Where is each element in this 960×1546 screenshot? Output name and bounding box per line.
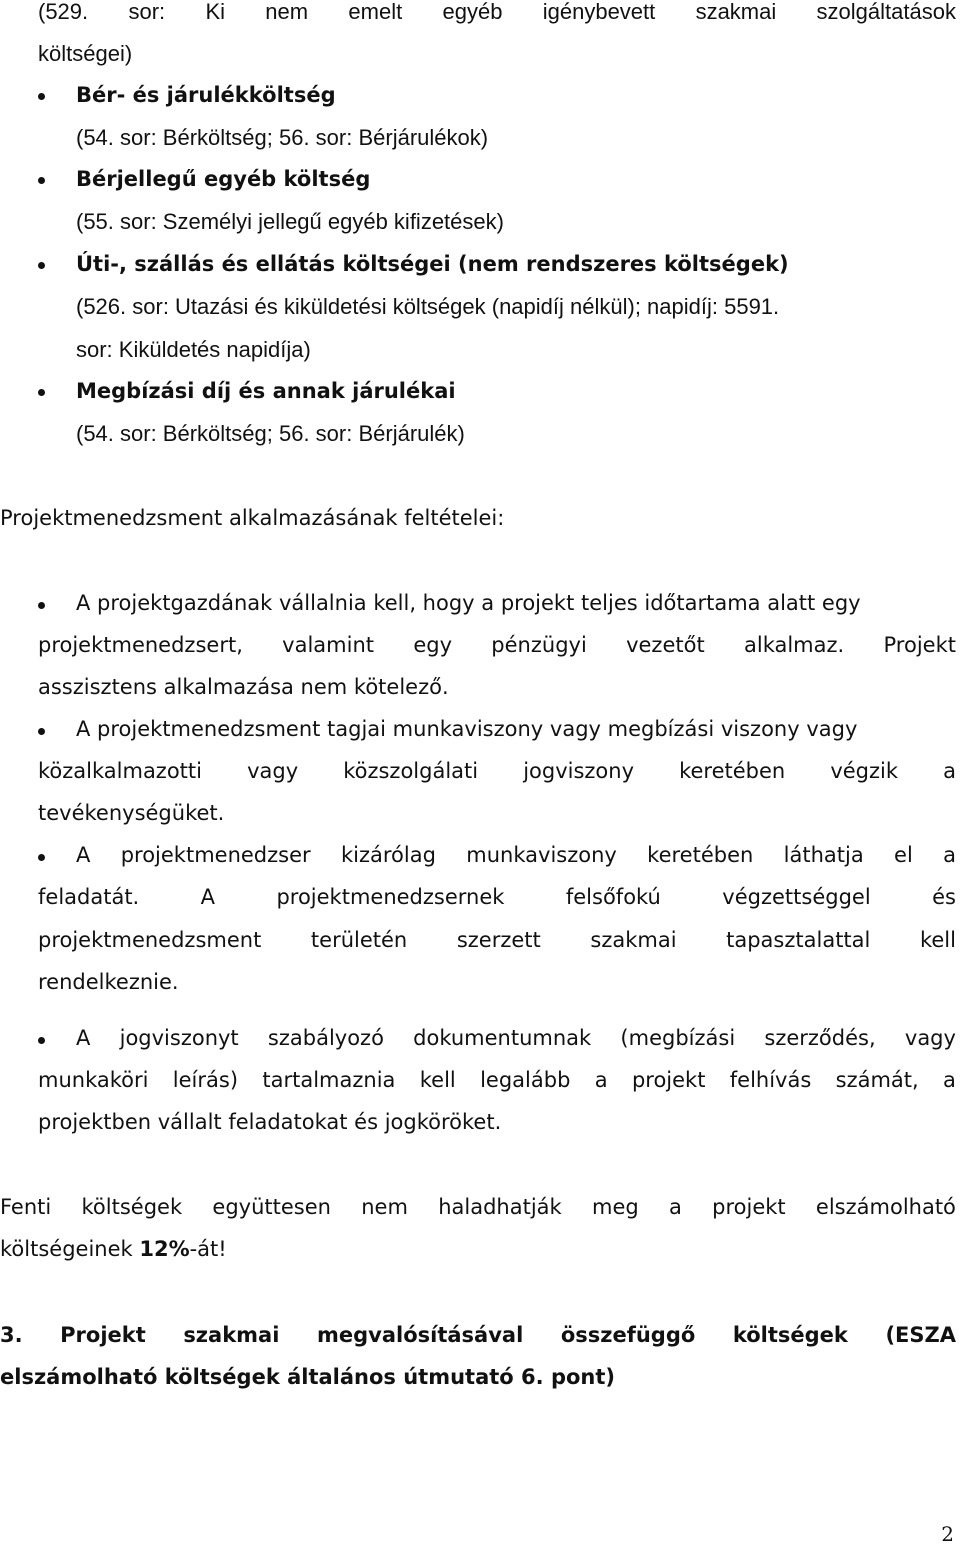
cost-item-ref: (54. sor: Bérköltség; 56. sor: Bérjárulék) (76, 421, 465, 446)
limit-percent: 12% (139, 1237, 190, 1261)
condition-4-line-2: munkaköri leírás) tartalmaznia kell legalább a projekt felhívás számát, a (38, 1068, 956, 1092)
cost-item-title: Megbízási díj és annak járulékai (76, 379, 456, 403)
condition-1-line-1: A projektgazdának vállalnia kell, hogy a projekt teljes időtartama alatt egy (76, 591, 861, 615)
limit-line-2: költségeinek 12%-át! (0, 1237, 227, 1261)
cost-item-title: Bér- és járulékköltség (76, 83, 336, 107)
condition-1-line-2: projektmenedzsert, valamint egy pénzügyi vezetőt alkalmaz. Projekt (38, 633, 956, 657)
bullet-icon (38, 1037, 45, 1044)
bullet-icon (38, 262, 45, 269)
cost-item-ref: (526. sor: Utazási és kiküldetési költségek (napidíj nélkül); napidíj: 5591. (76, 294, 780, 319)
bullet-icon (38, 389, 45, 396)
condition-4-line-3: projektben vállalt feladatokat és jogköröket. (38, 1110, 502, 1134)
bullet-icon (38, 854, 45, 861)
condition-4-line-1: A jogviszonyt szabályozó dokumentumnak (megbízási szerződés, vagy (76, 1026, 956, 1050)
conditions-heading: Projektmenedzsment alkalmazásának feltételei: (0, 506, 505, 530)
bullet-icon (38, 728, 45, 735)
section-3-heading-line-2: elszámolható költségek általános útmutató 6. pont) (0, 1365, 615, 1389)
bullet-icon (38, 177, 45, 184)
bullet-icon (38, 602, 45, 609)
cost-item-ref: (55. sor: Személyi jellegű egyéb kifizetések) (76, 209, 504, 234)
condition-2-line-1: A projektmenedzsment tagjai munkaviszony vagy megbízási viszony vagy (76, 717, 858, 741)
condition-3-line-4: rendelkeznie. (38, 970, 179, 994)
condition-3-line-3: projektmenedzsment területén szerzett szakmai tapasztalattal kell (38, 928, 956, 952)
condition-2-line-3: tevékenységüket. (38, 801, 225, 825)
condition-2-line-2: közalkalmazotti vagy közszolgálati jogviszony keretében végzik a (38, 759, 956, 783)
cost-item-ref: sor: Kiküldetés napidíja) (76, 337, 311, 362)
page-number: 2 (941, 1522, 954, 1546)
cost-item-title: Bérjellegű egyéb költség (76, 167, 371, 191)
limit-line-1: Fenti költségek együttesen nem haladhatják meg a projekt elszámolható (0, 1195, 956, 1219)
bullet-icon (38, 93, 45, 100)
cost-item-ref: (54. sor: Bérköltség; 56. sor: Bérjárulékok) (76, 125, 489, 150)
cost-item-title: Úti-, szállás és ellátás költségei (nem rendszeres költségek) (76, 252, 789, 276)
condition-3-line-2: feladatát. A projektmenedzsernek felsőfokú végzettséggel és (38, 885, 956, 909)
section-3-heading-line-1: 3. Projekt szakmai megvalósításával összefüggő költségek (ESZA (0, 1323, 956, 1347)
intro-line-2: költségei) (38, 41, 133, 66)
condition-3-line-1: A projektmenedzser kizárólag munkaviszony keretében láthatja el a (76, 843, 956, 867)
intro-line-1: (529. sor: Ki nem emelt egyéb igénybevett szakmai szolgáltatások (38, 0, 956, 24)
condition-1-line-3: asszisztens alkalmazása nem kötelező. (38, 675, 449, 699)
